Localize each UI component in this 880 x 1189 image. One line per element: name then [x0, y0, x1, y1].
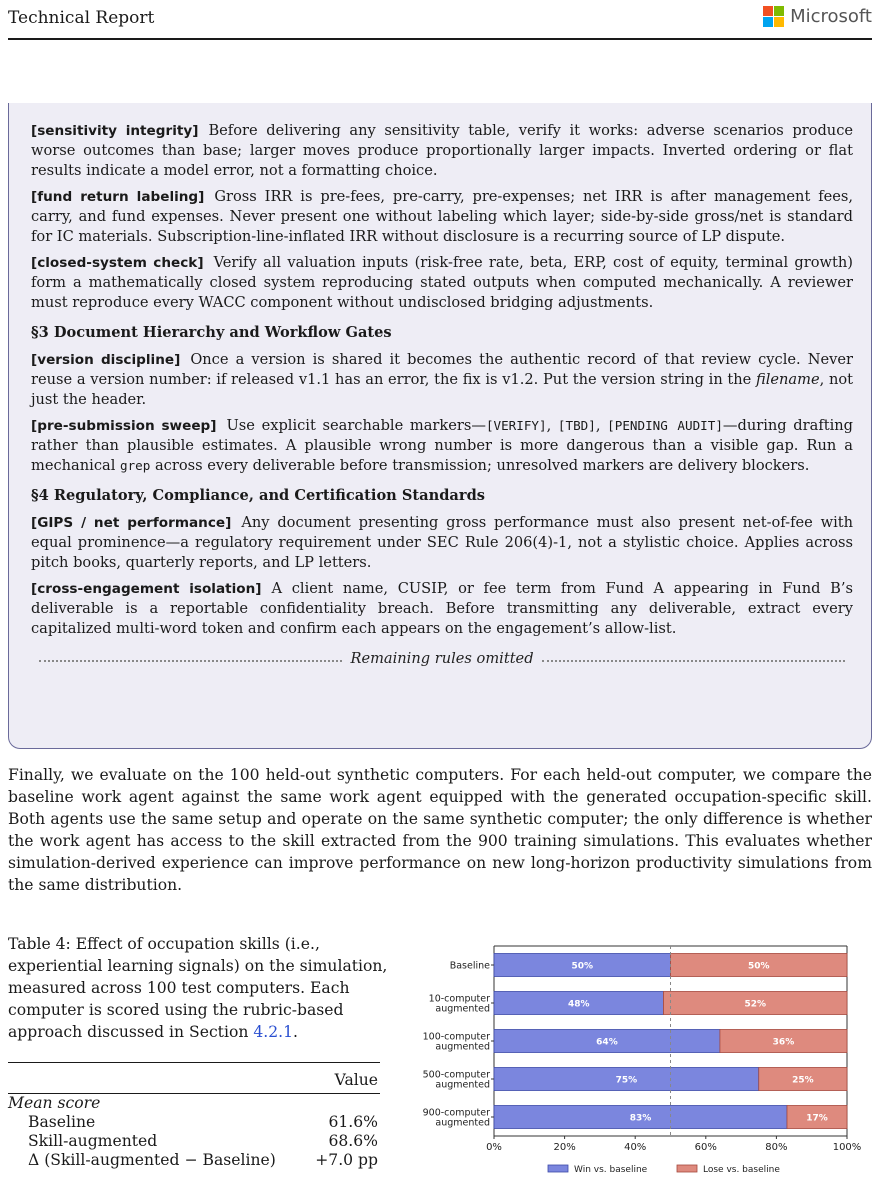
x-tick-label: 20%	[553, 1142, 576, 1153]
rule-sensitivity-integrity	[31, 121, 853, 181]
rule-key: [pre-submission sweep]	[31, 418, 217, 434]
category-label: 100-computer	[422, 1031, 490, 1043]
caption-text: Table 4: Effect of occupation skills (i.e., experiential learning signals) on the simulation, measured across 100 test computers. Each computer is scored using the rubric-based approach discussed in Section	[8, 935, 388, 1041]
table-group-label: Mean score	[8, 1094, 101, 1112]
rule-text: ,	[595, 417, 608, 434]
grep-code: grep	[120, 458, 151, 473]
rule-closed-system-check	[31, 253, 853, 313]
dotted-leader	[542, 660, 845, 662]
bar-value-label: 75%	[615, 1075, 638, 1086]
rule-key: [sensitivity integrity]	[31, 123, 199, 139]
rule-key: [cross-engagement isolation]	[31, 581, 262, 597]
caption-text: .	[293, 1023, 298, 1041]
category-label: 500-computer	[422, 1069, 490, 1081]
table-group-row	[8, 1094, 380, 1113]
category-label: augmented	[435, 1117, 490, 1129]
win-lose-bar-chart	[400, 932, 870, 1189]
rule-gips-net-performance	[31, 513, 853, 573]
table-row	[8, 1132, 380, 1151]
results-table	[8, 1062, 380, 1170]
section-heading-4: §4 Regulatory, Compliance, and Certification Standards	[31, 487, 485, 504]
microsoft-logo	[763, 6, 872, 27]
category-label: augmented	[435, 1079, 490, 1091]
rule-text: Verify all valuation inputs (risk-free rate, beta, ERP, cost of equity, terminal growth) form a mathematically closed system reproducing stated outputs when computed mechanically. A reviewer must reproduce every WACC component without undisclosed bridging adjustments.	[31, 254, 853, 311]
table-row	[8, 1113, 380, 1132]
bar-value-label: 17%	[806, 1113, 828, 1124]
category-label: augmented	[435, 1003, 490, 1015]
category-label: Baseline	[449, 960, 490, 972]
legend-label: Win vs. baseline	[574, 1165, 648, 1175]
omitted-text: Remaining rules omitted	[350, 650, 534, 667]
marker-code: [VERIFY]	[485, 418, 547, 433]
bar-value-label: 50%	[747, 961, 770, 972]
rule-key: [GIPS / net performance]	[31, 515, 232, 531]
section-link[interactable]: 4.2.1	[253, 1023, 294, 1041]
bar-value-label: 52%	[744, 999, 766, 1010]
x-tick-label: 0%	[486, 1142, 502, 1153]
bar-value-label: 25%	[792, 1075, 814, 1086]
x-tick-label: 40%	[624, 1142, 647, 1153]
rule-text: , not just the header.	[31, 371, 854, 408]
bar-value-label: 36%	[772, 1037, 795, 1048]
x-tick-label: 60%	[694, 1142, 717, 1153]
table-row	[8, 1151, 380, 1170]
legend-label: Lose vs. baseline	[703, 1165, 780, 1175]
table-row-value: 61.6%	[328, 1113, 378, 1131]
rule-pre-submission-sweep	[31, 416, 853, 476]
legend-swatch	[548, 1165, 568, 1172]
table-row-value: +7.0 pp	[315, 1151, 378, 1169]
rule-version-discipline	[31, 350, 853, 410]
rule-emphasis: filename	[756, 371, 820, 388]
rules-box	[8, 103, 872, 749]
marker-code: [PENDING AUDIT]	[607, 418, 723, 433]
rule-text: A client name, CUSIP, or fee term from Fund A appearing in Fund B’s deliverable is a reportable confidentiality breach. Before transmitting any deliverable, extract every capitalized multi-word token and confirm each appears on the engagement’s allow-list.	[31, 580, 853, 637]
table-row-label: Δ (Skill-augmented − Baseline)	[28, 1151, 276, 1169]
rule-text: Use explicit searchable markers—	[226, 417, 486, 434]
rule-text: Gross IRR is pre-fees, pre-carry, pre-expenses; net IRR is after management fees, carry, and fund expenses. Never present one without labeling which layer; side-by-side gross/net is standard for IC materials. Subscription-line-inflated IRR without disclosure is a recurring source of LP dispute.	[31, 188, 853, 245]
rule-text: —during drafting rather than plausible estimates. A plausible wrong number is more dangerous than a visible gap. Run a mechanical	[31, 417, 853, 474]
windows-logo-icon	[763, 6, 784, 27]
legend-swatch	[677, 1165, 697, 1172]
section-heading-3: §3 Document Hierarchy and Workflow Gates	[31, 324, 392, 341]
rule-text: across every deliverable before transmission; unresolved markers are delivery blockers.	[150, 457, 810, 474]
bar-value-label: 48%	[567, 999, 590, 1010]
rule-cross-engagement-isolation	[31, 579, 853, 639]
category-label: augmented	[435, 1041, 490, 1053]
table-header-value: Value	[334, 1071, 378, 1089]
logo-text: Microsoft	[790, 6, 872, 27]
rule-text: Any document presenting gross performance must also present net-of-fee with equal prominence—a regulatory requirement under SEC Rule 206(4)-1, not a stylistic choice. Applies across pitch books, quarterly reports, and LP letters.	[31, 514, 854, 571]
category-label: 900-computer	[422, 1107, 490, 1119]
x-tick-label: 80%	[765, 1142, 788, 1153]
table-row-value: 68.6%	[328, 1132, 378, 1150]
table-caption	[8, 933, 388, 1043]
rule-key: [version discipline]	[31, 352, 181, 368]
table-header-row	[8, 1063, 380, 1093]
rule-key: [closed-system check]	[31, 255, 204, 271]
category-label: 10-computer	[428, 993, 490, 1005]
bar-value-label: 64%	[596, 1037, 618, 1048]
table-row-label: Skill-augmented	[28, 1132, 158, 1150]
x-tick-label: 100%	[832, 1142, 862, 1153]
rule-key: [fund return labeling]	[31, 189, 205, 205]
dotted-leader	[39, 660, 342, 662]
table-row-label: Baseline	[28, 1113, 96, 1131]
body-paragraph: Finally, we evaluate on the 100 held-out synthetic computers. For each held-out computer, we compare the baseline work agent against the same work agent equipped with the generated occupation-specific skill. Both agents use the same setup and operate on the same synthetic computer; the only difference is whether the work agent has access to the skill extracted from the 900 training simulations. This evaluates whether simulation-derived experience can improve performance on new long-horizon productivity simulations from the same distribution.	[8, 766, 872, 894]
rule-fund-return-labeling	[31, 187, 853, 247]
rule-text: ,	[546, 417, 558, 434]
rule-text: Once a version is shared it becomes the authentic record of that review cycle. Never reuse a version number: if released v1.1 has an error, the fix is v1.2. Put the version string in the	[31, 351, 854, 388]
omitted-note	[31, 649, 853, 669]
bar-value-label: 83%	[629, 1113, 652, 1124]
bar-value-label: 50%	[571, 961, 594, 972]
running-header: Technical Report	[8, 8, 155, 28]
marker-code: [TBD]	[557, 418, 596, 433]
header-rule	[8, 38, 872, 40]
rule-text: Before delivering any sensitivity table, verify it works: adverse scenarios produce worse outcomes than base; larger moves produce proportionally larger impacts. Inverted ordering or flat results indicate a model error, not a formatting choice.	[31, 122, 854, 179]
